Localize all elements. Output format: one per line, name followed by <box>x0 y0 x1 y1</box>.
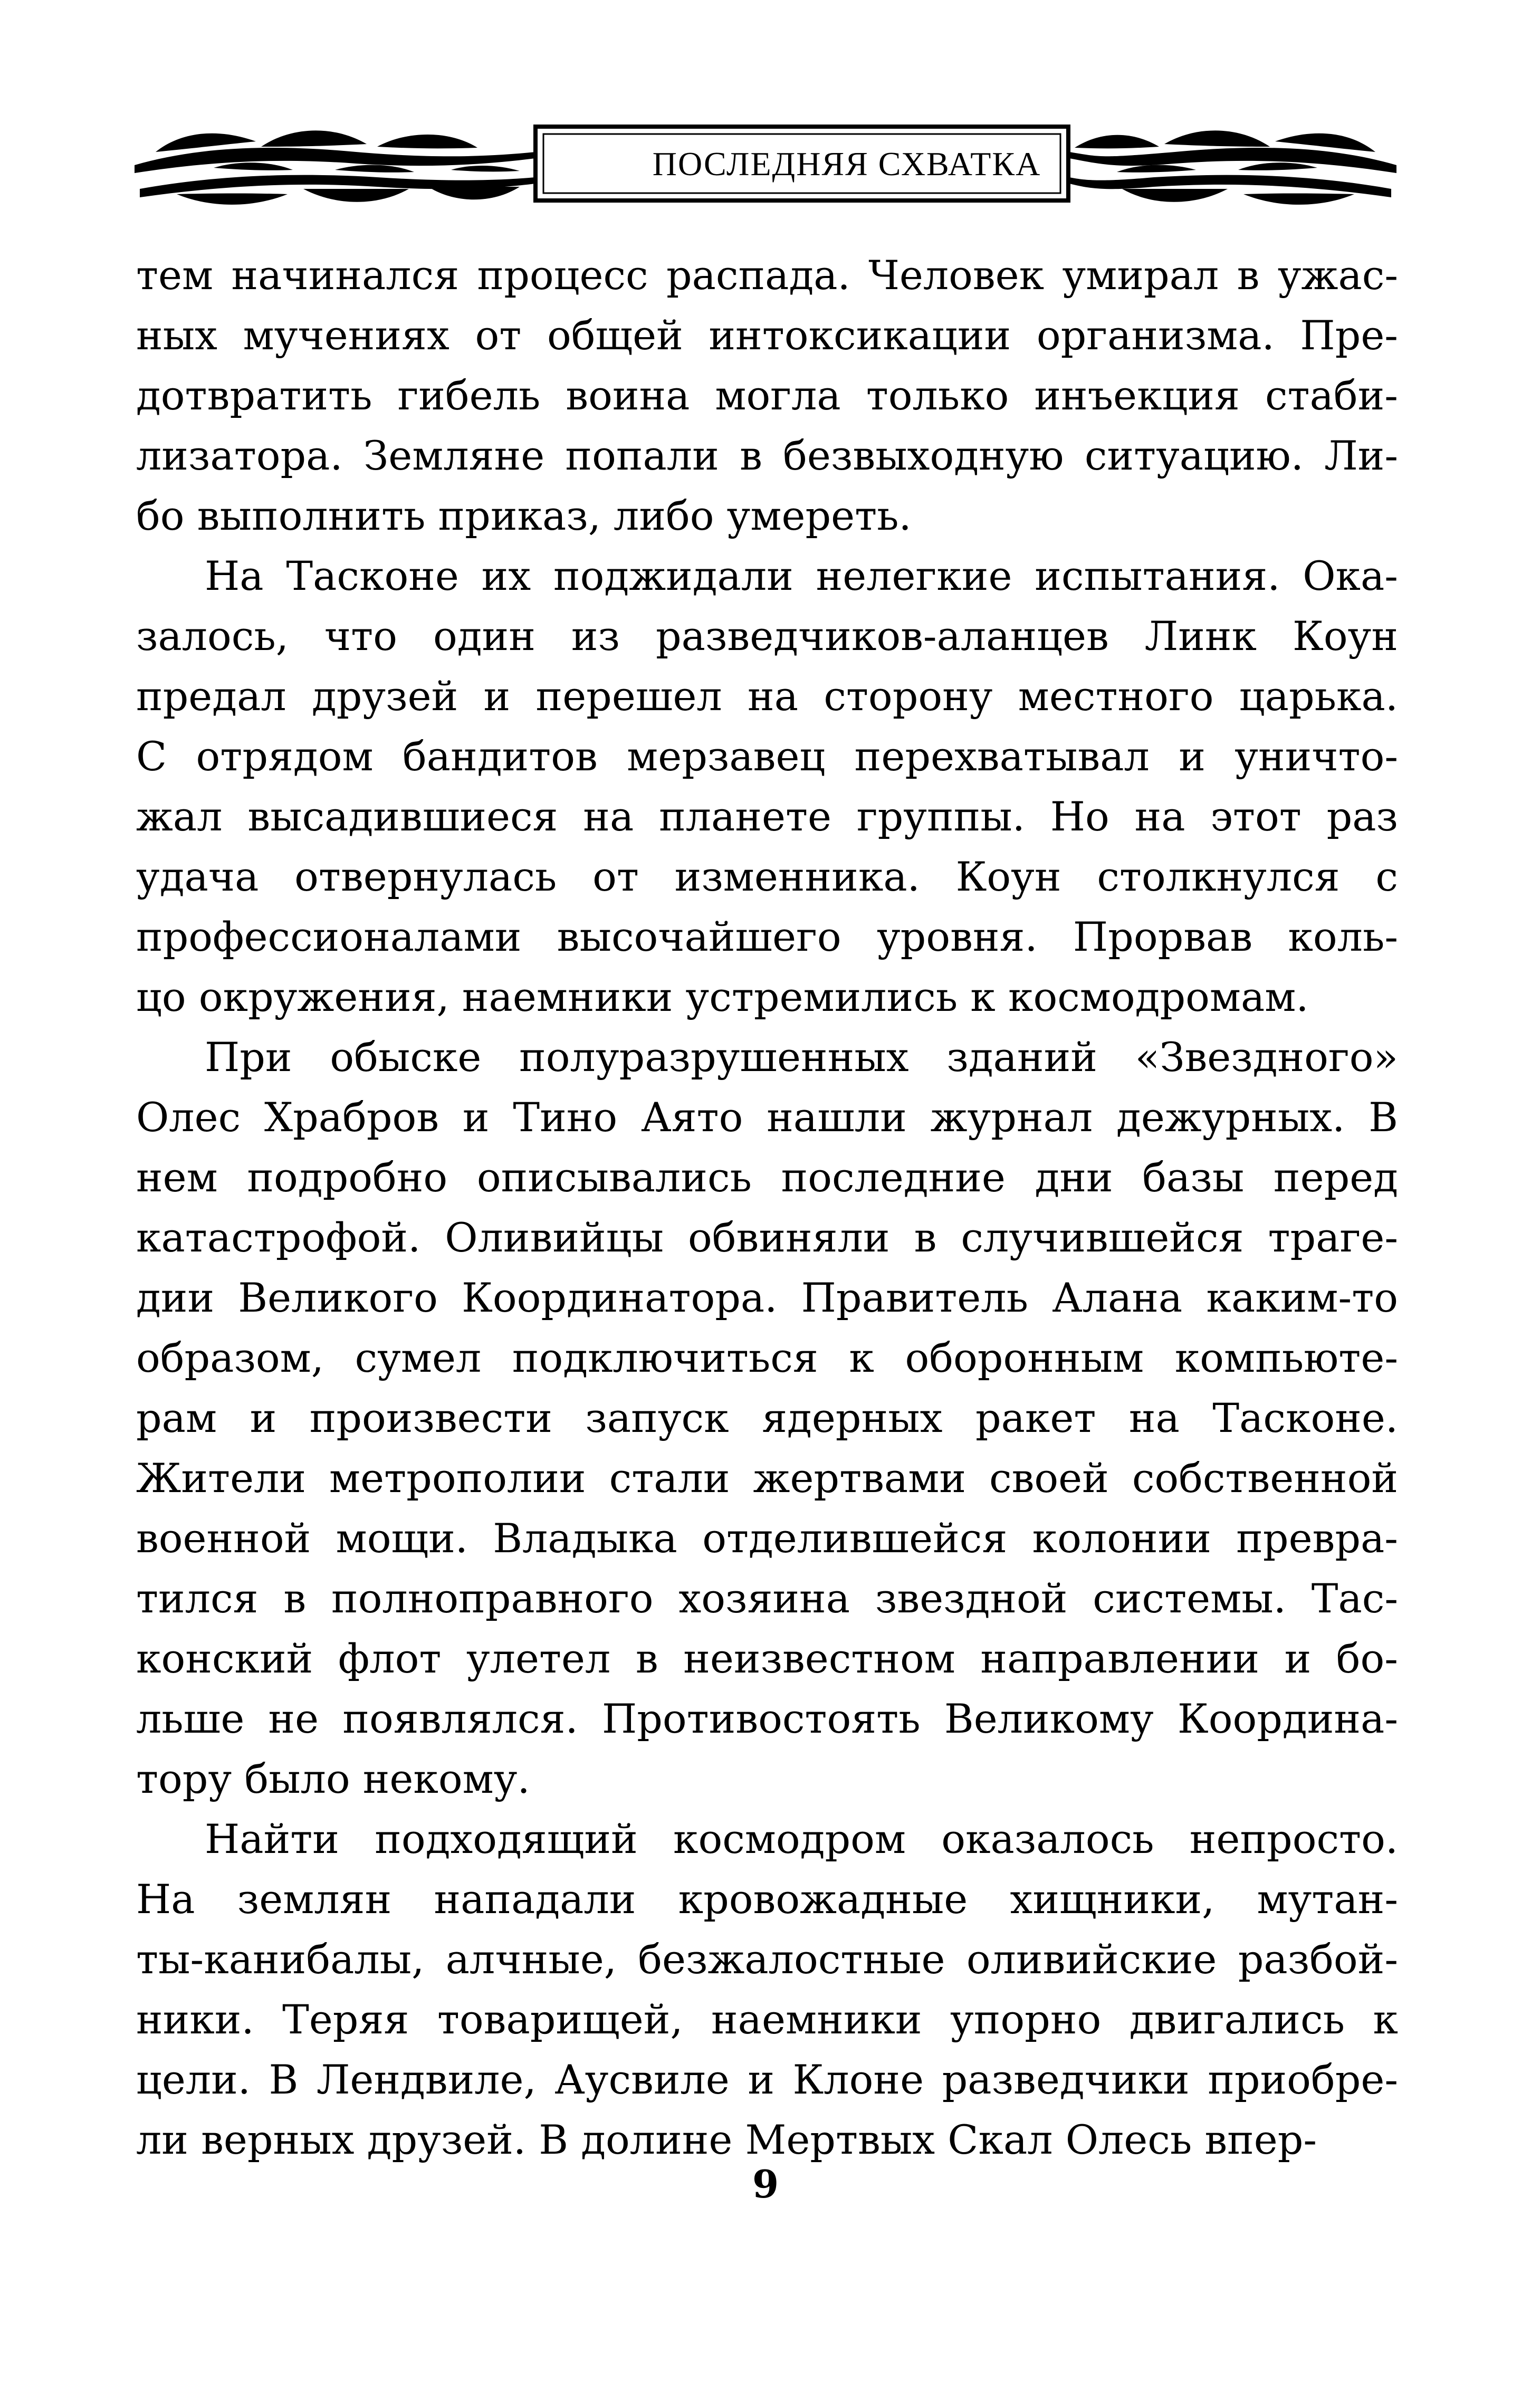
paragraph <box>136 1809 1398 2170</box>
left-foliage-ornament <box>135 130 535 205</box>
text-line: тем начинался процесс распада. Человек умирал в ужас- <box>136 252 1398 299</box>
running-header <box>135 115 1396 215</box>
text-line: удача отвернулась от изменника. Коун столкнулся с <box>136 853 1398 900</box>
text-line: При обыске полуразрушенных зданий «Звездного» <box>205 1034 1398 1081</box>
text-line: жал высадившиеся на планете группы. Но на этот раз <box>136 793 1398 840</box>
text-line: тился в полноправного хозяина звездной системы. Тас- <box>136 1575 1398 1622</box>
text-line: На Тасконе их поджидали нелегкие испытания. Ока- <box>205 552 1398 599</box>
text-line: нем подробно описывались последние дни базы перед <box>136 1154 1398 1201</box>
text-line: цели. В Лендвиле, Аусвиле и Клоне разведчики приобре- <box>136 2056 1398 2103</box>
text-line: Найти подходящий космодром оказалось непросто. <box>205 1815 1398 1862</box>
running-title: ПОСЛЕДНЯЯ СХВАТКА <box>652 145 1041 183</box>
text-line: На землян нападали кровожадные хищники, мутан- <box>136 1876 1398 1923</box>
text-line: тору было некому. <box>136 1755 530 1802</box>
text-line: С отрядом бандитов мерзавец перехватывал и уничто- <box>136 733 1398 780</box>
text-line: бо выполнить приказ, либо умереть. <box>136 492 912 539</box>
paragraph <box>136 1027 1398 1809</box>
text-line: ты-канибалы, алчные, безжалостные оливийские разбой- <box>136 1936 1398 1983</box>
text-line: льше не появлялся. Противостоять Великому Координа- <box>136 1695 1398 1742</box>
text-line: военной мощи. Владыка отделившейся колонии превра- <box>136 1515 1398 1562</box>
text-line: ных мучениях от общей интоксикации организма. Пре- <box>136 312 1398 359</box>
text-line: Жители метрополии стали жертвами своей собственной <box>136 1455 1398 1502</box>
paragraph <box>136 245 1398 546</box>
text-line: предал друзей и перешел на сторону местного царька. <box>136 673 1398 720</box>
paragraph <box>136 546 1398 1027</box>
text-line: конский флот улетел в неизвестном направлении и бо- <box>136 1635 1398 1682</box>
text-line: цо окружения, наемники устремились к космодромам. <box>136 973 1309 1020</box>
text-line: рам и произвести запуск ядерных ракет на Тасконе. <box>136 1394 1398 1441</box>
text-line: профессионалами высочайшего уровня. Прорвав коль- <box>136 913 1398 960</box>
page-number: 9 <box>752 2162 779 2206</box>
text-line: образом, сумел подключиться к оборонным компьюте- <box>136 1334 1398 1381</box>
text-line: лизатора. Земляне попали в безвыходную ситуацию. Ли- <box>136 432 1398 479</box>
text-line: катастрофой. Оливийцы обвиняли в случившейся траге- <box>136 1214 1398 1261</box>
right-foliage-ornament <box>1069 130 1396 205</box>
text-line: ли верных друзей. В долине Мертвых Скал Олесь впер- <box>136 2116 1317 2163</box>
text-line: Олес Храбров и Тино Аято нашли журнал дежурных. В <box>136 1094 1398 1141</box>
body-text <box>136 245 1398 2170</box>
text-line: залось, что один из разведчиков-аланцев Линк Коун <box>136 613 1398 660</box>
text-line: дотвратить гибель воина могла только инъекция стаби- <box>136 372 1398 419</box>
text-line: ники. Теряя товарищей, наемники упорно двигались к <box>136 1996 1398 2043</box>
text-line: дии Великого Координатора. Правитель Алана каким-то <box>136 1274 1398 1321</box>
